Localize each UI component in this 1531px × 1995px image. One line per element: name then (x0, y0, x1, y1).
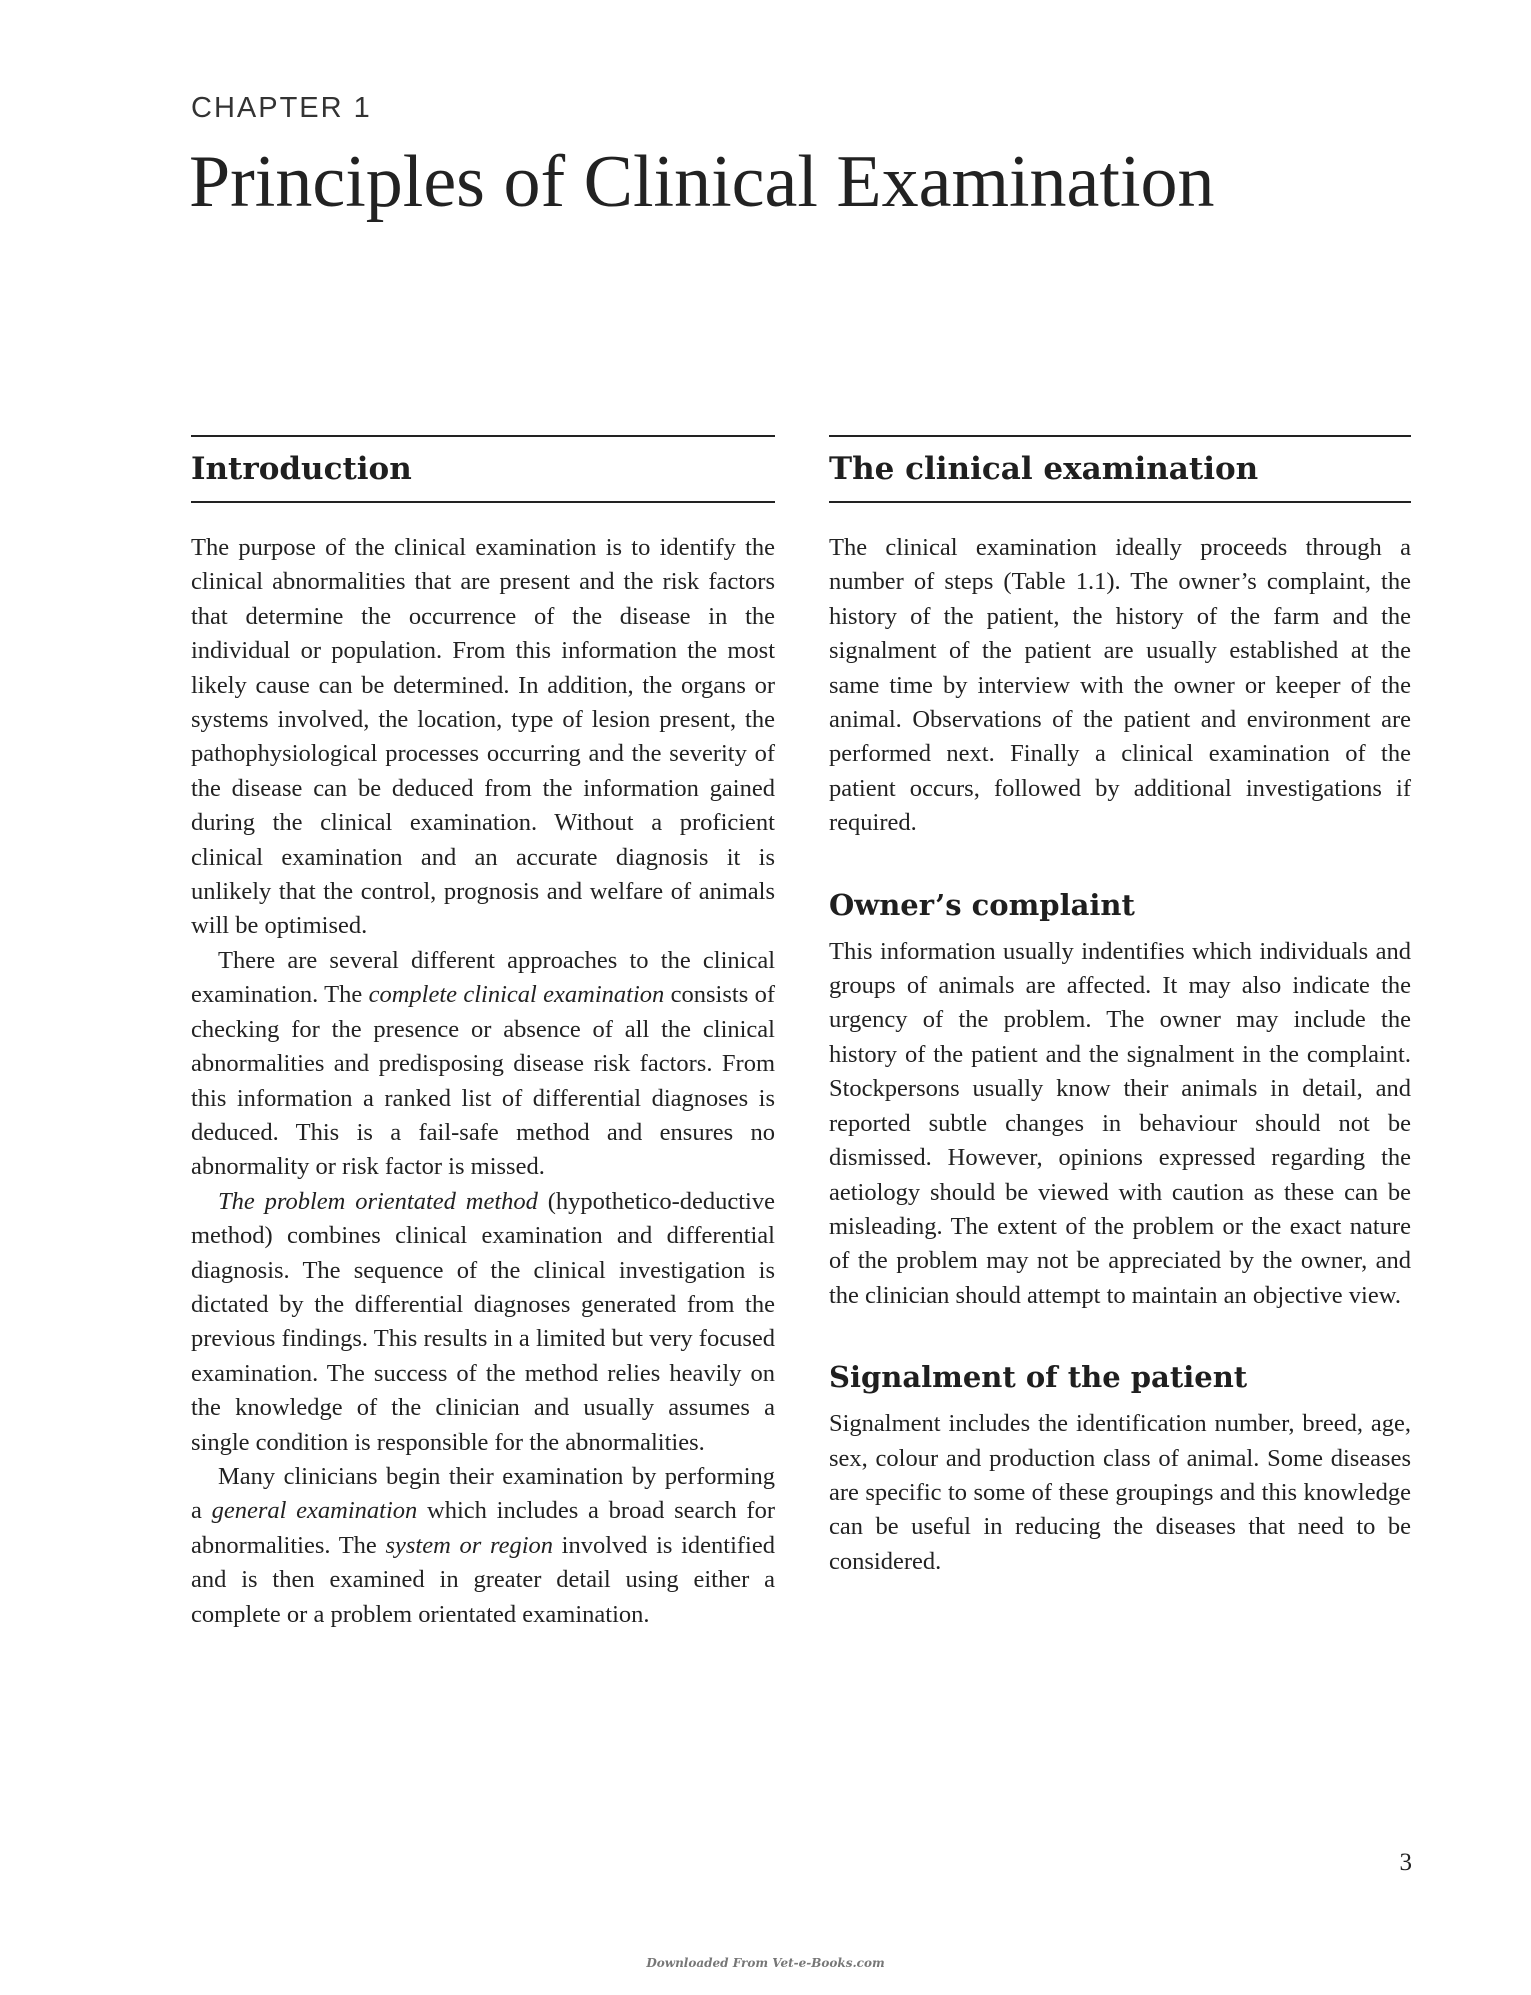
emphasis-text: system or region (385, 1531, 553, 1559)
text-run: Many clinicians begin their examination by performing a (191, 1462, 775, 1525)
text-run: consists of checking for the presence or absence of all the clinical abnormalities and predisposing disease risk factors. From this information a ranked list of differential diagnoses is deduced. This is a fail-safe method and ensures no abnormality or risk factor is missed. (191, 981, 775, 1181)
paragraph: This information usually indentifies which individuals and groups of animals are affected. It may also indicate the urgency of the problem. The owner may include the history of the patient and the signalment in the complaint. Stockpersons usually know their animals in detail, and reported subtle changes in behaviour should not be dismissed. However, opinions expressed regarding the aetiology should be viewed with caution as these can be misleading. The extent of the problem or the exact nature of the problem may not be appreciated by the owner, and the clinician should attempt to maintain an objective view. (829, 937, 1411, 1309)
section-rule (191, 501, 775, 503)
section-heading-clinical-examination: The clinical examination (829, 451, 1259, 487)
paragraph: The purpose of the clinical examination is to identify the clinical abnormalities that are present and the risk factors that determine the occurrence of the disease in the individual or population. From this information the most likely cause can be determined. In addition, the organs or systems involved, the location, type of lesion present, the pathophysiological processes occurring and the severity of the disease can be deduced from the information gained during the clinical examination. Without a proficient clinical examination and an accurate diagnosis it is unlikely that the control, prognosis and welfare of animals will be optimised. (191, 534, 775, 940)
paragraph: The clinical examination ideally proceeds through a number of steps (Table 1.1). The owner’s complaint, the history of the patient, the history of the farm and the signalment of the patient are usually established at the same time by interview with the owner or keeper of the animal. Observations of the patient and environment are performed next. Finally a clinical examination of the patient occurs, followed by additional investigations if required. (829, 534, 1411, 837)
text-run: which includes a broad search for abnormalities. The (191, 1497, 776, 1559)
text-run: There are several different approaches to the clinical examination. The (191, 946, 775, 1009)
text-run: (hypothetico-deductive method) combines clinical examination and differential diagnosis. The sequence of the clinical investigation is dictated by the differential diagnoses generated from the previous findings. This results in a limited but very focused examination. The success of the method relies heavily on the knowledge of the clinician and usually assumes a single condition is responsible for the abnormalities. (191, 1187, 775, 1456)
subheading-signalment: Signalment of the patient (829, 1360, 1248, 1395)
chapter-label: CHAPTER 1 (191, 92, 372, 124)
emphasis-text: complete clinical examination (368, 981, 665, 1009)
chapter-title: Principles of Clinical Examination (189, 141, 1215, 223)
text-run: involved is identified and is then examined in greater detail using either a complete or a problem orientated examination. (191, 1531, 775, 1628)
emphasis-text: The problem orientated method (218, 1187, 538, 1215)
page-number: 3 (1399, 1849, 1412, 1876)
download-watermark: Downloaded From Vet-e-Books.com (646, 1956, 885, 1970)
section-heading-introduction: Introduction (191, 451, 412, 487)
paragraph (191, 1460, 775, 1632)
paragraph: Signalment includes the identification number, breed, age, sex, colour and production class of animal. Some diseases are specific to some of these groupings and this knowledge can be useful in reducing the diseases that need to be considered. (829, 1410, 1411, 1575)
left-column (191, 435, 775, 1632)
right-column (829, 435, 1411, 1579)
paragraph (191, 1185, 775, 1460)
section-rule (829, 501, 1411, 503)
paragraph (191, 944, 775, 1185)
emphasis-text: general examination (211, 1497, 418, 1525)
subheading-owners-complaint: Owner’s complaint (829, 887, 1135, 922)
